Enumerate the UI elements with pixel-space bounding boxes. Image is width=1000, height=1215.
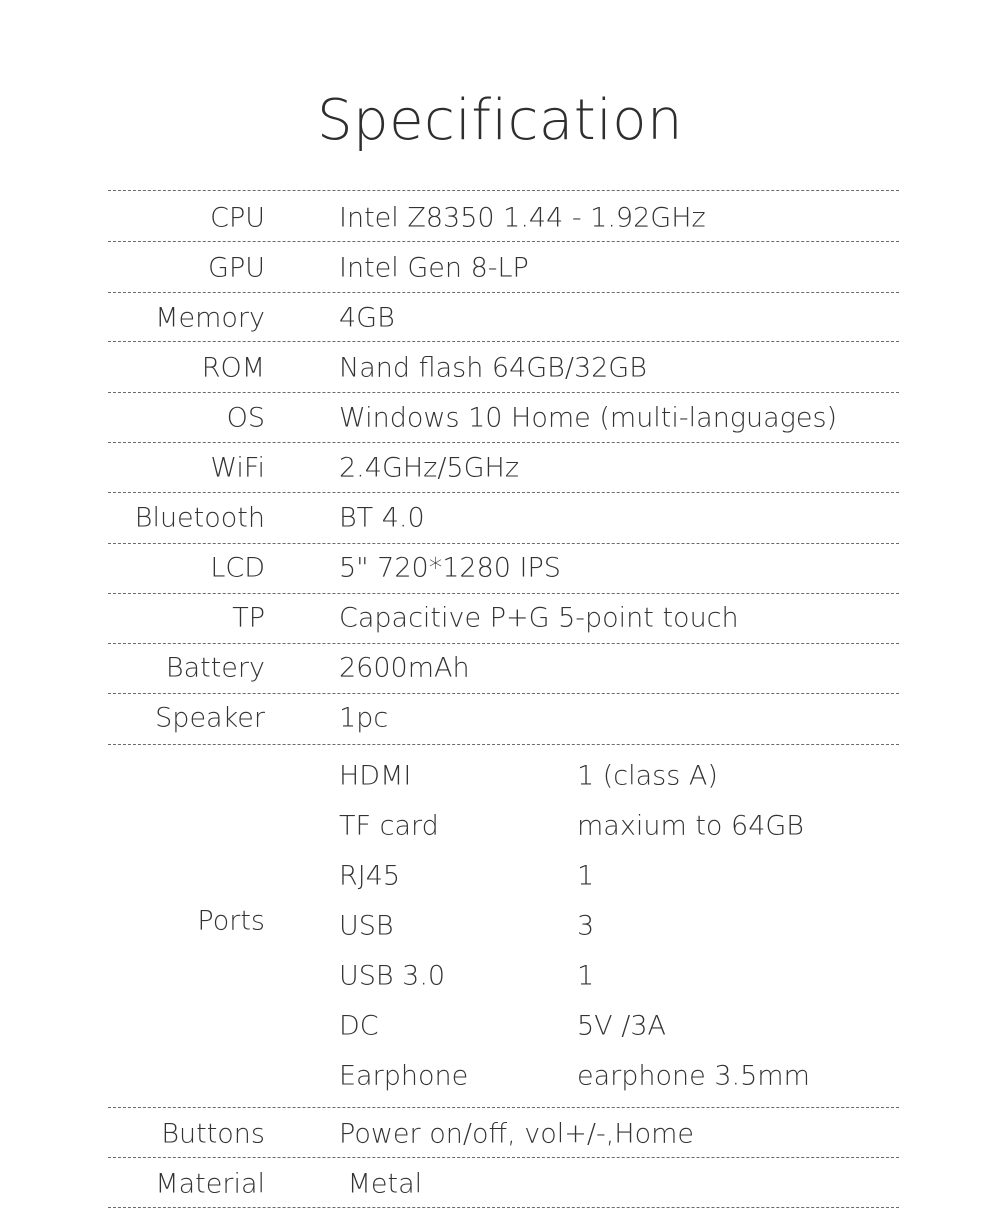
spec-label: Buttons xyxy=(161,1118,265,1150)
port-name: DC xyxy=(339,1010,379,1042)
spec-label: Speaker xyxy=(155,702,265,734)
spec-value: 1pc xyxy=(339,702,389,734)
port-name: RJ45 xyxy=(339,860,401,892)
spec-label: ROM xyxy=(201,352,265,384)
spec-value: Power on/off, vol+/-,Home xyxy=(339,1118,695,1150)
spec-label: WiFi xyxy=(210,452,265,484)
spec-label: Bluetooth xyxy=(134,502,265,534)
port-value: 1 xyxy=(577,960,595,992)
page-title: Specification xyxy=(316,88,684,153)
port-name: USB 3.0 xyxy=(339,960,446,992)
row-divider xyxy=(108,744,899,745)
row-divider xyxy=(108,241,899,242)
spec-label: Material xyxy=(155,1168,265,1200)
row-divider xyxy=(108,442,899,443)
spec-label: OS xyxy=(226,402,265,434)
port-name: HDMI xyxy=(339,760,412,792)
row-divider xyxy=(108,292,899,293)
spec-value: 4GB xyxy=(339,302,395,334)
spec-label: CPU xyxy=(210,202,265,234)
port-value: 3 xyxy=(577,910,595,942)
port-value: 5V /3A xyxy=(577,1010,666,1042)
spec-value: 2600mAh xyxy=(339,652,470,684)
spec-label: Memory xyxy=(155,302,265,334)
row-divider xyxy=(108,643,899,644)
spec-value: Intel Gen 8-LP xyxy=(339,252,529,284)
row-divider xyxy=(108,341,899,342)
spec-value: Capacitive P+G 5-point touch xyxy=(339,602,739,634)
spec-label: TP xyxy=(232,602,265,634)
spec-label: Ports xyxy=(197,905,265,937)
port-value: earphone 3.5mm xyxy=(577,1060,810,1092)
spec-value: BT 4.0 xyxy=(339,502,425,534)
row-divider xyxy=(108,1207,899,1208)
spec-value: Windows 10 Home (multi-languages) xyxy=(339,402,838,434)
row-divider xyxy=(108,1107,899,1108)
port-name: Earphone xyxy=(339,1060,469,1092)
spec-value: Metal xyxy=(339,1168,423,1200)
spec-label: Battery xyxy=(165,652,265,684)
row-divider xyxy=(108,543,899,544)
spec-value: 2.4GHz/5GHz xyxy=(339,452,520,484)
row-divider xyxy=(108,693,899,694)
spec-value: 5" 720*1280 IPS xyxy=(339,552,561,584)
port-value: 1 xyxy=(577,860,595,892)
port-name: TF card xyxy=(339,810,439,842)
row-divider xyxy=(108,190,899,191)
port-value: 1 (class A) xyxy=(577,760,718,792)
spec-value: Nand flash 64GB/32GB xyxy=(339,352,647,384)
row-divider xyxy=(108,593,899,594)
port-value: maxium to 64GB xyxy=(577,810,804,842)
spec-value: Intel Z8350 1.44 - 1.92GHz xyxy=(339,202,706,234)
row-divider xyxy=(108,392,899,393)
row-divider xyxy=(108,492,899,493)
spec-label: LCD xyxy=(210,552,265,584)
row-divider xyxy=(108,1157,899,1158)
spec-label: GPU xyxy=(208,252,265,284)
port-name: USB xyxy=(339,910,394,942)
